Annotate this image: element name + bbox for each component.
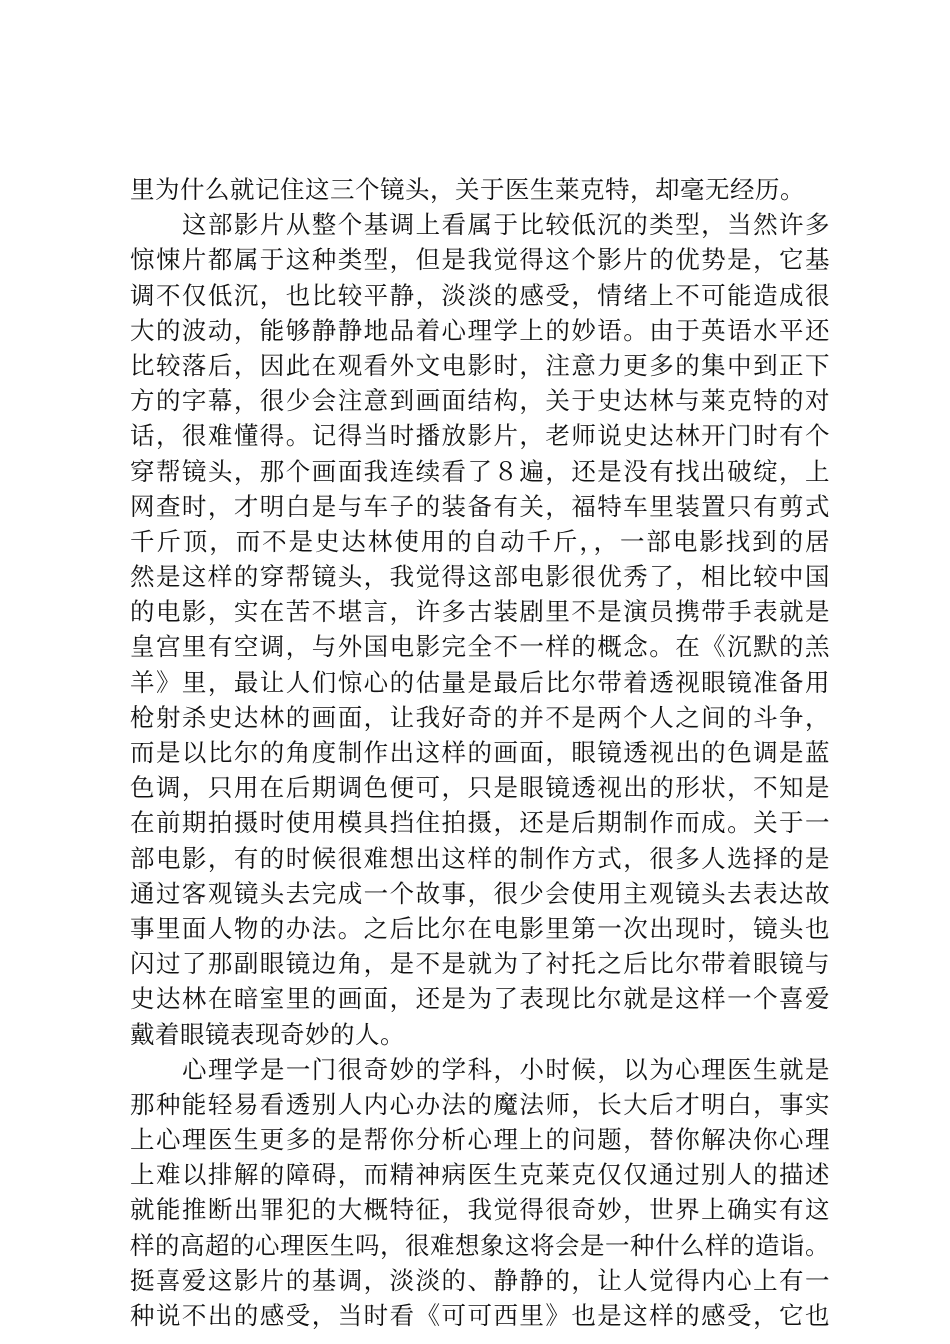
text-line: 调不仅低沉，也比较平静，淡淡的感受，情绪上不可能造成很 <box>130 280 830 310</box>
text-line: 比较落后，因此在观看外文电影时，注意力更多的集中到正下 <box>130 350 830 380</box>
text-line: 穿帮镜头，那个画面我连续看了８遍，还是没有找出破绽，上 <box>130 456 830 486</box>
body-text <box>130 172 830 1333</box>
text-line: 戴着眼镜表现奇妙的人。 <box>130 1019 405 1049</box>
text-line: 方的字幕，很少会注意到画面结构，关于史达林与莱克特的对 <box>130 386 830 416</box>
text-line: 史达林在暗室里的画面，还是为了表现比尔就是这样一个喜爱 <box>130 984 830 1014</box>
text-line: 种说不出的感受，当时看《可可西里》也是这样的感受，它也 <box>130 1301 830 1330</box>
text-line: 上心理医生更多的是帮你分析心理上的问题，替你解决你心理 <box>130 1125 830 1155</box>
text-line: 事里面人物的办法。之后比尔在电影里第一次出现时，镜头也 <box>130 913 830 943</box>
text-line: 样的高超的心理医生吗，很难想象这将会是一种什么样的造诣。 <box>130 1230 830 1260</box>
text-line: 挺喜爱这影片的基调，淡淡的、静静的，让人觉得内心上有一 <box>130 1265 830 1295</box>
text-line: 然是这样的穿帮镜头，我觉得这部电影很优秀了，相比较中国 <box>130 562 830 592</box>
text-line: 话，很难懂得。记得当时播放影片，老师说史达林开门时有个 <box>130 421 830 451</box>
text-line: 里为什么就记住这三个镜头，关于医生莱克特，却毫无经历。 <box>130 175 805 204</box>
text-line: 就能推断出罪犯的大概特征，我觉得很奇妙，世界上确实有这 <box>130 1195 830 1225</box>
text-line: 惊悚片都属于这种类型，但是我觉得这个影片的优势是，它基 <box>130 245 830 275</box>
text-line: 这部影片从整个基调上看属于比较低沉的类型，当然许多 <box>182 210 830 240</box>
text-line: 那种能轻易看透别人内心办法的魔法师，长大后才明白，事实 <box>130 1089 830 1119</box>
text-line: 闪过了那副眼镜边角，是不是就为了衬托之后比尔带着眼镜与 <box>130 949 830 979</box>
text-line: 心理学是一门很奇妙的学科，小时候，以为心理医生就是 <box>182 1054 830 1084</box>
text-line: 通过客观镜头去完成一个故事，很少会使用主观镜头去表达故 <box>130 878 830 908</box>
text-line: 羊》里，最让人们惊心的估量是最后比尔带着透视眼镜准备用 <box>130 667 830 697</box>
text-line: 千斤顶，而不是史达林使用的自动千斤，，一部电影找到的居 <box>130 526 830 556</box>
text-line: 部电影，有的时候很难想出这样的制作方式，很多人选择的是 <box>130 843 830 873</box>
text-line: 在前期拍摄时使用模具挡住拍摄，还是后期制作而成。关于一 <box>130 808 830 838</box>
text-line: 大的波动，能够静静地品着心理学上的妙语。由于英语水平还 <box>130 315 830 345</box>
text-line: 上难以排解的障碍，而精神病医生克莱克仅仅通过别人的描述 <box>130 1160 830 1190</box>
text-line: 而是以比尔的角度制作出这样的画面，眼镜透视出的色调是蓝 <box>130 738 830 767</box>
text-line: 枪射杀史达林的画面，让我好奇的并不是两个人之间的斗争， <box>130 702 830 732</box>
text-line: 网查时，才明白是与车子的装备有关，福特车里装置只有剪式 <box>130 491 830 521</box>
text-line: 的电影，实在苦不堪言，许多古装剧里不是演员携带手表就是 <box>130 597 830 627</box>
text-line: 皇宫里有空调，与外国电影完全不一样的概念。在《沉默的羔 <box>130 632 830 662</box>
text-line: 色调，只用在后期调色便可，只是眼镜透视出的形状，不知是 <box>130 773 830 803</box>
